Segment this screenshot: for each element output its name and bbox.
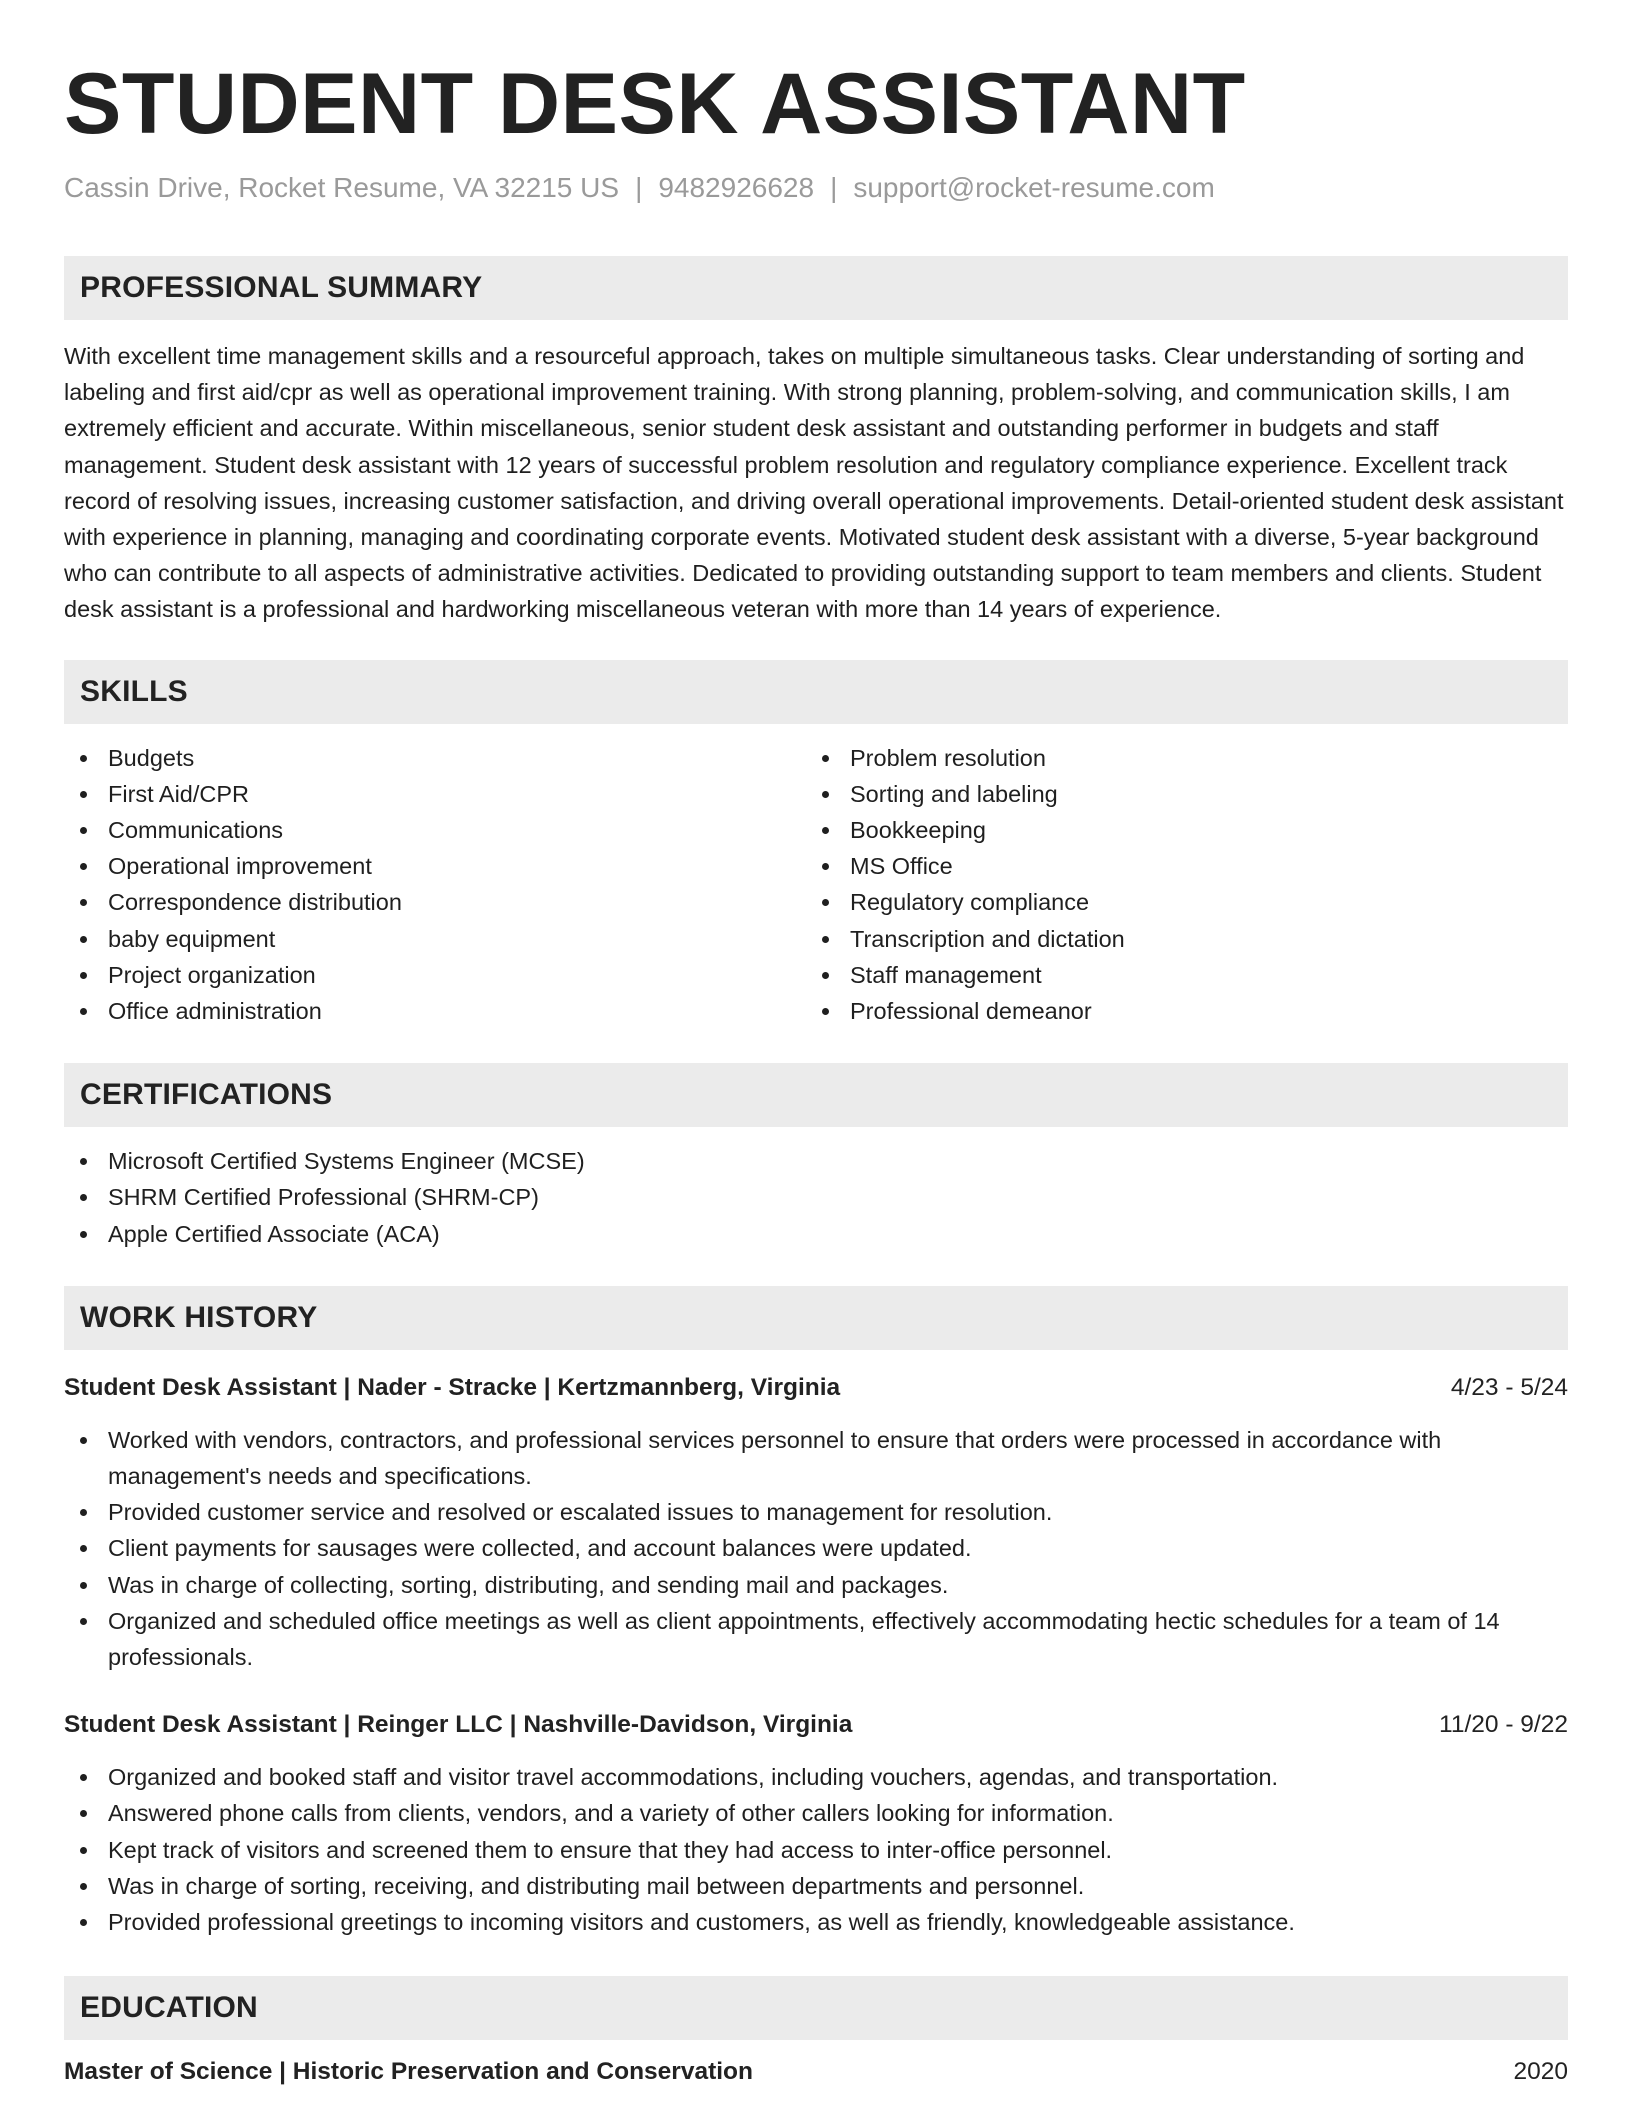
work-history-section-header: [64, 1286, 1568, 1350]
certifications-list: [64, 1143, 1568, 1252]
certifications-heading: CERTIFICATIONS: [80, 1078, 333, 1112]
skill-item: First Aid/CPR: [64, 776, 806, 812]
skill-item: Communications: [64, 812, 806, 848]
summary-text: With excellent time management skills and a resourceful approach, takes on multiple simultaneous tasks. Clear understanding of sorting and labeling and first aid/cpr as well as operational improvement training. With strong planning, problem-solving, and communication skills, I am extremely efficient and accurate. Within miscellaneous, senior student desk assistant and outstanding performer in budgets and staff management. Student desk assistant with 12 years of successful problem resolution and regulatory compliance experience. Excellent track record of resolving issues, increasing customer satisfaction, and driving overall operational improvements. Detail-oriented student desk assistant with experience in planning, managing and coordinating corporate events. Motivated student desk assistant with a diverse, 5-year background who can contribute to all aspects of administrative activities. Dedicated to providing outstanding support to team members and clients. Student desk assistant is a professional and hardworking miscellaneous veteran with more than 14 years of experience.: [64, 343, 1564, 623]
certification-item: Microsoft Certified Systems Engineer (MCSE): [64, 1143, 1568, 1179]
job-header: [64, 1707, 1568, 1743]
education-degree: Master of Science | Historic Preservation and Conservation: [64, 2058, 753, 2086]
skill-item: Project organization: [64, 957, 806, 993]
skills-list-right: [806, 740, 1568, 1030]
skills-section-header: [64, 660, 1568, 724]
skill-item: Transcription and dictation: [806, 921, 1568, 957]
summary-heading: PROFESSIONAL SUMMARY: [80, 271, 483, 304]
contact-line: [64, 168, 1568, 208]
skill-item: Staff management: [806, 957, 1568, 993]
job-title: Student Desk Assistant | Nader - Stracke | Kertzmannberg, Virginia: [64, 1373, 841, 1401]
job-duty: Worked with vendors, contractors, and professional services personnel to ensure that orders were processed in accordance with management's needs and specifications.: [64, 1422, 1568, 1494]
skill-item: Problem resolution: [806, 740, 1568, 776]
job-duty: Kept track of visitors and screened them to ensure that they had access to inter-office personnel.: [64, 1832, 1568, 1868]
skill-item: Budgets: [64, 740, 806, 776]
education-heading: EDUCATION: [80, 1991, 258, 2025]
job-duty: Was in charge of collecting, sorting, distributing, and sending mail and packages.: [64, 1567, 1568, 1603]
contact-email: support@rocket-resume.com: [853, 172, 1215, 203]
work-history-heading: WORK HISTORY: [80, 1300, 318, 1334]
job-duties-list: [64, 1759, 1568, 1940]
skill-item: MS Office: [806, 848, 1568, 884]
summary-section-header: [64, 256, 1568, 320]
skill-item: Correspondence distribution: [64, 884, 806, 920]
job-dates: 4/23 - 5/24: [1450, 1373, 1568, 1401]
skill-item: baby equipment: [64, 921, 806, 957]
skills-grid: [64, 740, 1568, 1030]
job-duty: Was in charge of sorting, receiving, and distributing mail between departments and personnel.: [64, 1868, 1568, 1904]
job-duty: Answered phone calls from clients, vendors, and a variety of other callers looking for information.: [64, 1795, 1568, 1831]
certification-item: Apple Certified Associate (ACA): [64, 1216, 1568, 1252]
contact-phone: 9482926628: [658, 172, 815, 203]
skills-list-left: [64, 740, 806, 1030]
job-dates: 11/20 - 9/22: [1439, 1711, 1568, 1739]
skill-item: Bookkeeping: [806, 812, 1568, 848]
skills-heading: SKILLS: [80, 674, 188, 708]
job-duties-list: [64, 1422, 1568, 1675]
skill-item: Regulatory compliance: [806, 884, 1568, 920]
job-duty: Provided professional greetings to incoming visitors and customers, as well as friendly, knowledgeable assistance.: [64, 1904, 1568, 1940]
skill-item: Sorting and labeling: [806, 776, 1568, 812]
job-duty: Organized and booked staff and visitor travel accommodations, including vouchers, agendas, and transportation.: [64, 1759, 1568, 1795]
job-duty: Provided customer service and resolved or escalated issues to management for resolution.: [64, 1494, 1568, 1530]
certification-item: SHRM Certified Professional (SHRM-CP): [64, 1179, 1568, 1215]
resume-name: STUDENT DESK ASSISTANT: [64, 56, 1246, 152]
contact-separator: |: [830, 172, 838, 203]
contact-address: Cassin Drive, Rocket Resume, VA 32215 US: [64, 172, 620, 203]
certifications-section-header: [64, 1063, 1568, 1127]
job-header: [64, 1370, 1568, 1406]
job-duty: Client payments for sausages were collected, and account balances were updated.: [64, 1530, 1568, 1566]
skill-item: Operational improvement: [64, 848, 806, 884]
education-year: 2020: [1513, 2058, 1568, 2086]
job-title: Student Desk Assistant | Reinger LLC | Nashville-Davidson, Virginia: [64, 1711, 853, 1739]
skill-item: Office administration: [64, 993, 806, 1029]
skill-item: Professional demeanor: [806, 993, 1568, 1029]
job-duty: Organized and scheduled office meetings as well as client appointments, effectively accommodating hectic schedules for a team of 14 professionals.: [64, 1603, 1568, 1675]
contact-separator: |: [635, 172, 643, 203]
education-entry: [64, 2054, 1568, 2090]
education-section-header: [64, 1976, 1568, 2040]
